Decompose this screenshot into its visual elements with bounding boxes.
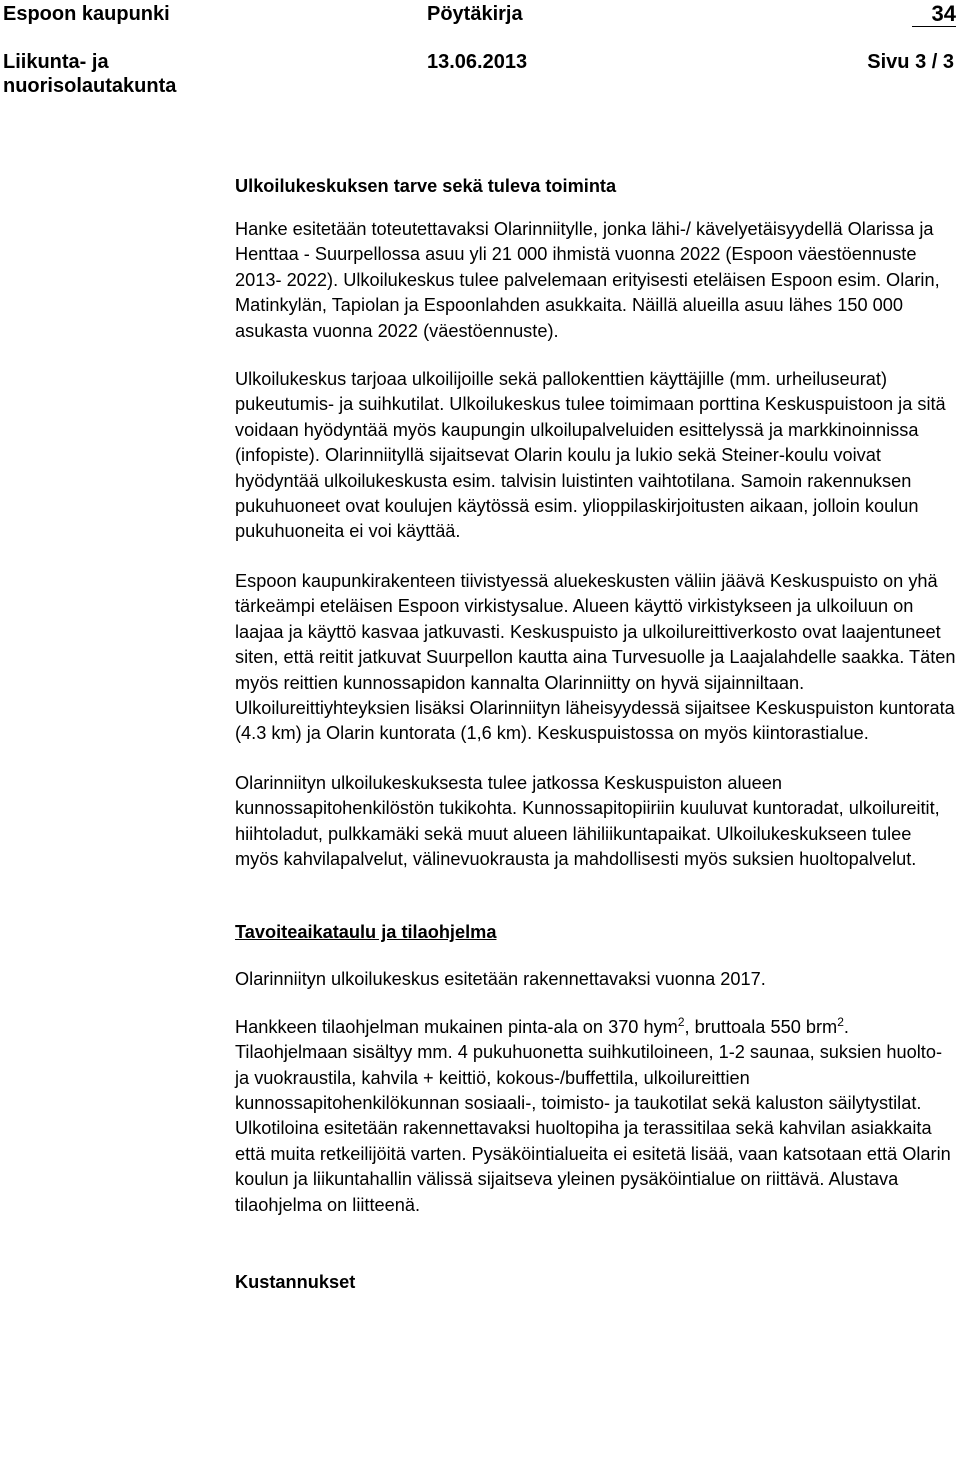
- department-name: Liikunta- ja nuorisolautakunta: [3, 51, 177, 97]
- page-number-underline: [912, 26, 956, 27]
- paragraph-maintenance: Olarinniityn ulkoilukeskuksesta tulee jatkossa Keskuspuiston alueen kunnossapitohenkilöstön tukikohta. Kunnossapitopiiriin kuuluvat kuntoradat, ulkoilureitit, hiihtoladut, pulkkamäki sekä muut alueen lähiliikuntapaikat. Ulkoilukeskukseen tulee myös kahvilapalvelut, välinevuokrausta ja mahdollisesti myös suksien huoltopalvelut.: [235, 772, 940, 869]
- document-body: [235, 174, 957, 1295]
- document-type: Pöytäkirja: [427, 3, 523, 25]
- section-heading-need: Ulkoilukeskuksen tarve sekä tuleva toiminta: [235, 176, 617, 196]
- paragraph-space-program: Hankkeen tilaohjelman mukainen pinta-ala on 370 hym$^2$, bruttoala 550 brm$^2$. Tilaohjelmaan sisältyy mm. 4 pukuhuonetta suihkutiloineen, 1-2 saunaa, suksien huolto- ja vuokraustila, kahvila + keittiö, kokous-/buffettila, ulkoilureittien kunnossapitohenkilökunnan sosiaali-, toimisto- ja taukotilat sekä kaluston säilytystilat. Ulkotiloina esitetään rakennettavaksi huoltopiha ja terassitilaa sekä kahvilan asiakkaita että muita retkeilijöitä varten. Pysäköintialueita ei esitetä lisää, vaan katsotaan että Olarin koulun ja liikuntahallin välissä sijaitseva yleinen pysäköintialue on riittävä. Alustava tilaohjelma on liitteenä.: [235, 1014, 951, 1215]
- paragraph-schedule: Olarinniityn ulkoilukeskus esitetään rakennettavaksi vuonna 2017.: [235, 969, 766, 990]
- page-number: 34: [931, 1, 956, 26]
- page-of-pages: Sivu 3 / 3: [867, 51, 954, 73]
- meeting-date: 13.06.2013: [427, 51, 528, 73]
- section-heading-schedule: Tavoiteaikataulu ja tilaohjelma: [235, 922, 497, 943]
- paragraph-location: Hanke esitetään toteutettavaksi Olarinniitylle, jonka lähi-/ kävelyetäisyydellä Olarissa ja Henttaa - Suurpellossa asuu yli 21 000 ihmistä vuonna 2022 (Espoon väestöennuste 2013- 2022). Ulkoilukeskus tulee palvelemaan erityisesti eteläisen Espoon esim. Olarin, Matinkylän, Tapiolan ja Espoonlahden asukkaita. Näillä alueilla asuu lähes 150 000 asukasta vuonna 2022 (väestöennuste).: [235, 219, 940, 341]
- section-heading-costs: Kustannukset: [235, 1272, 356, 1292]
- organization-name: Espoon kaupunki: [3, 3, 170, 25]
- paragraph-services: Ulkoilukeskus tarjoaa ulkoilijoille sekä pallokenttien käyttäjille (mm. urheiluseurat) pukeutumis- ja suihkutilat. Ulkoilukeskus tulee toimimaan porttina Keskuspuistoon ja sitä voidaan hyödyntää myös kaupungin ulkoilupalveluiden esittelyssä ja markkinoinnissa (infopiste). Olarinniityllä sijaitsevat Olarin koulu ja lukio sekä Steiner-koulu voivat hyödyntää ulkoilukeskusta esim. talvisin luistinten vaihtotilana. Samoin rakennuksen pukuhuoneet ovat koulujen käytössä esim. ylioppilaskirjoitusten aikaan, jolloin koulun pukuhuoneita ei voi käyttää.: [235, 369, 946, 542]
- paragraph-keskuspuisto: Espoon kaupunkirakenteen tiivistyessä aluekeskusten väliin jäävä Keskuspuisto on yhä tärkeämpi eteläisen Espoon virkistysalue. Alueen käyttö virkistykseen ja ulkoiluun on laajaa ja käyttö kasvaa jatkuvasti. Keskuspuisto ja ulkoilureittiverkosto ovat laajentuneet siten, että reitit jatkuvat Suurpellon kautta aina Turvesuolle ja Laajalahdelle saakka. Täten myös reittien kunnossapidon kannalta Olarinniitty on hyvä sijainniltaan. Ulkoilureittiyhteyksien lisäksi Olarinniityn läheisyydessä sijaitsee Keskuspuiston kuntorata (4.3 km) ja Olarin kuntorata (1,6 km). Keskuspuistossa on myös kiintorastialue.: [235, 570, 956, 744]
